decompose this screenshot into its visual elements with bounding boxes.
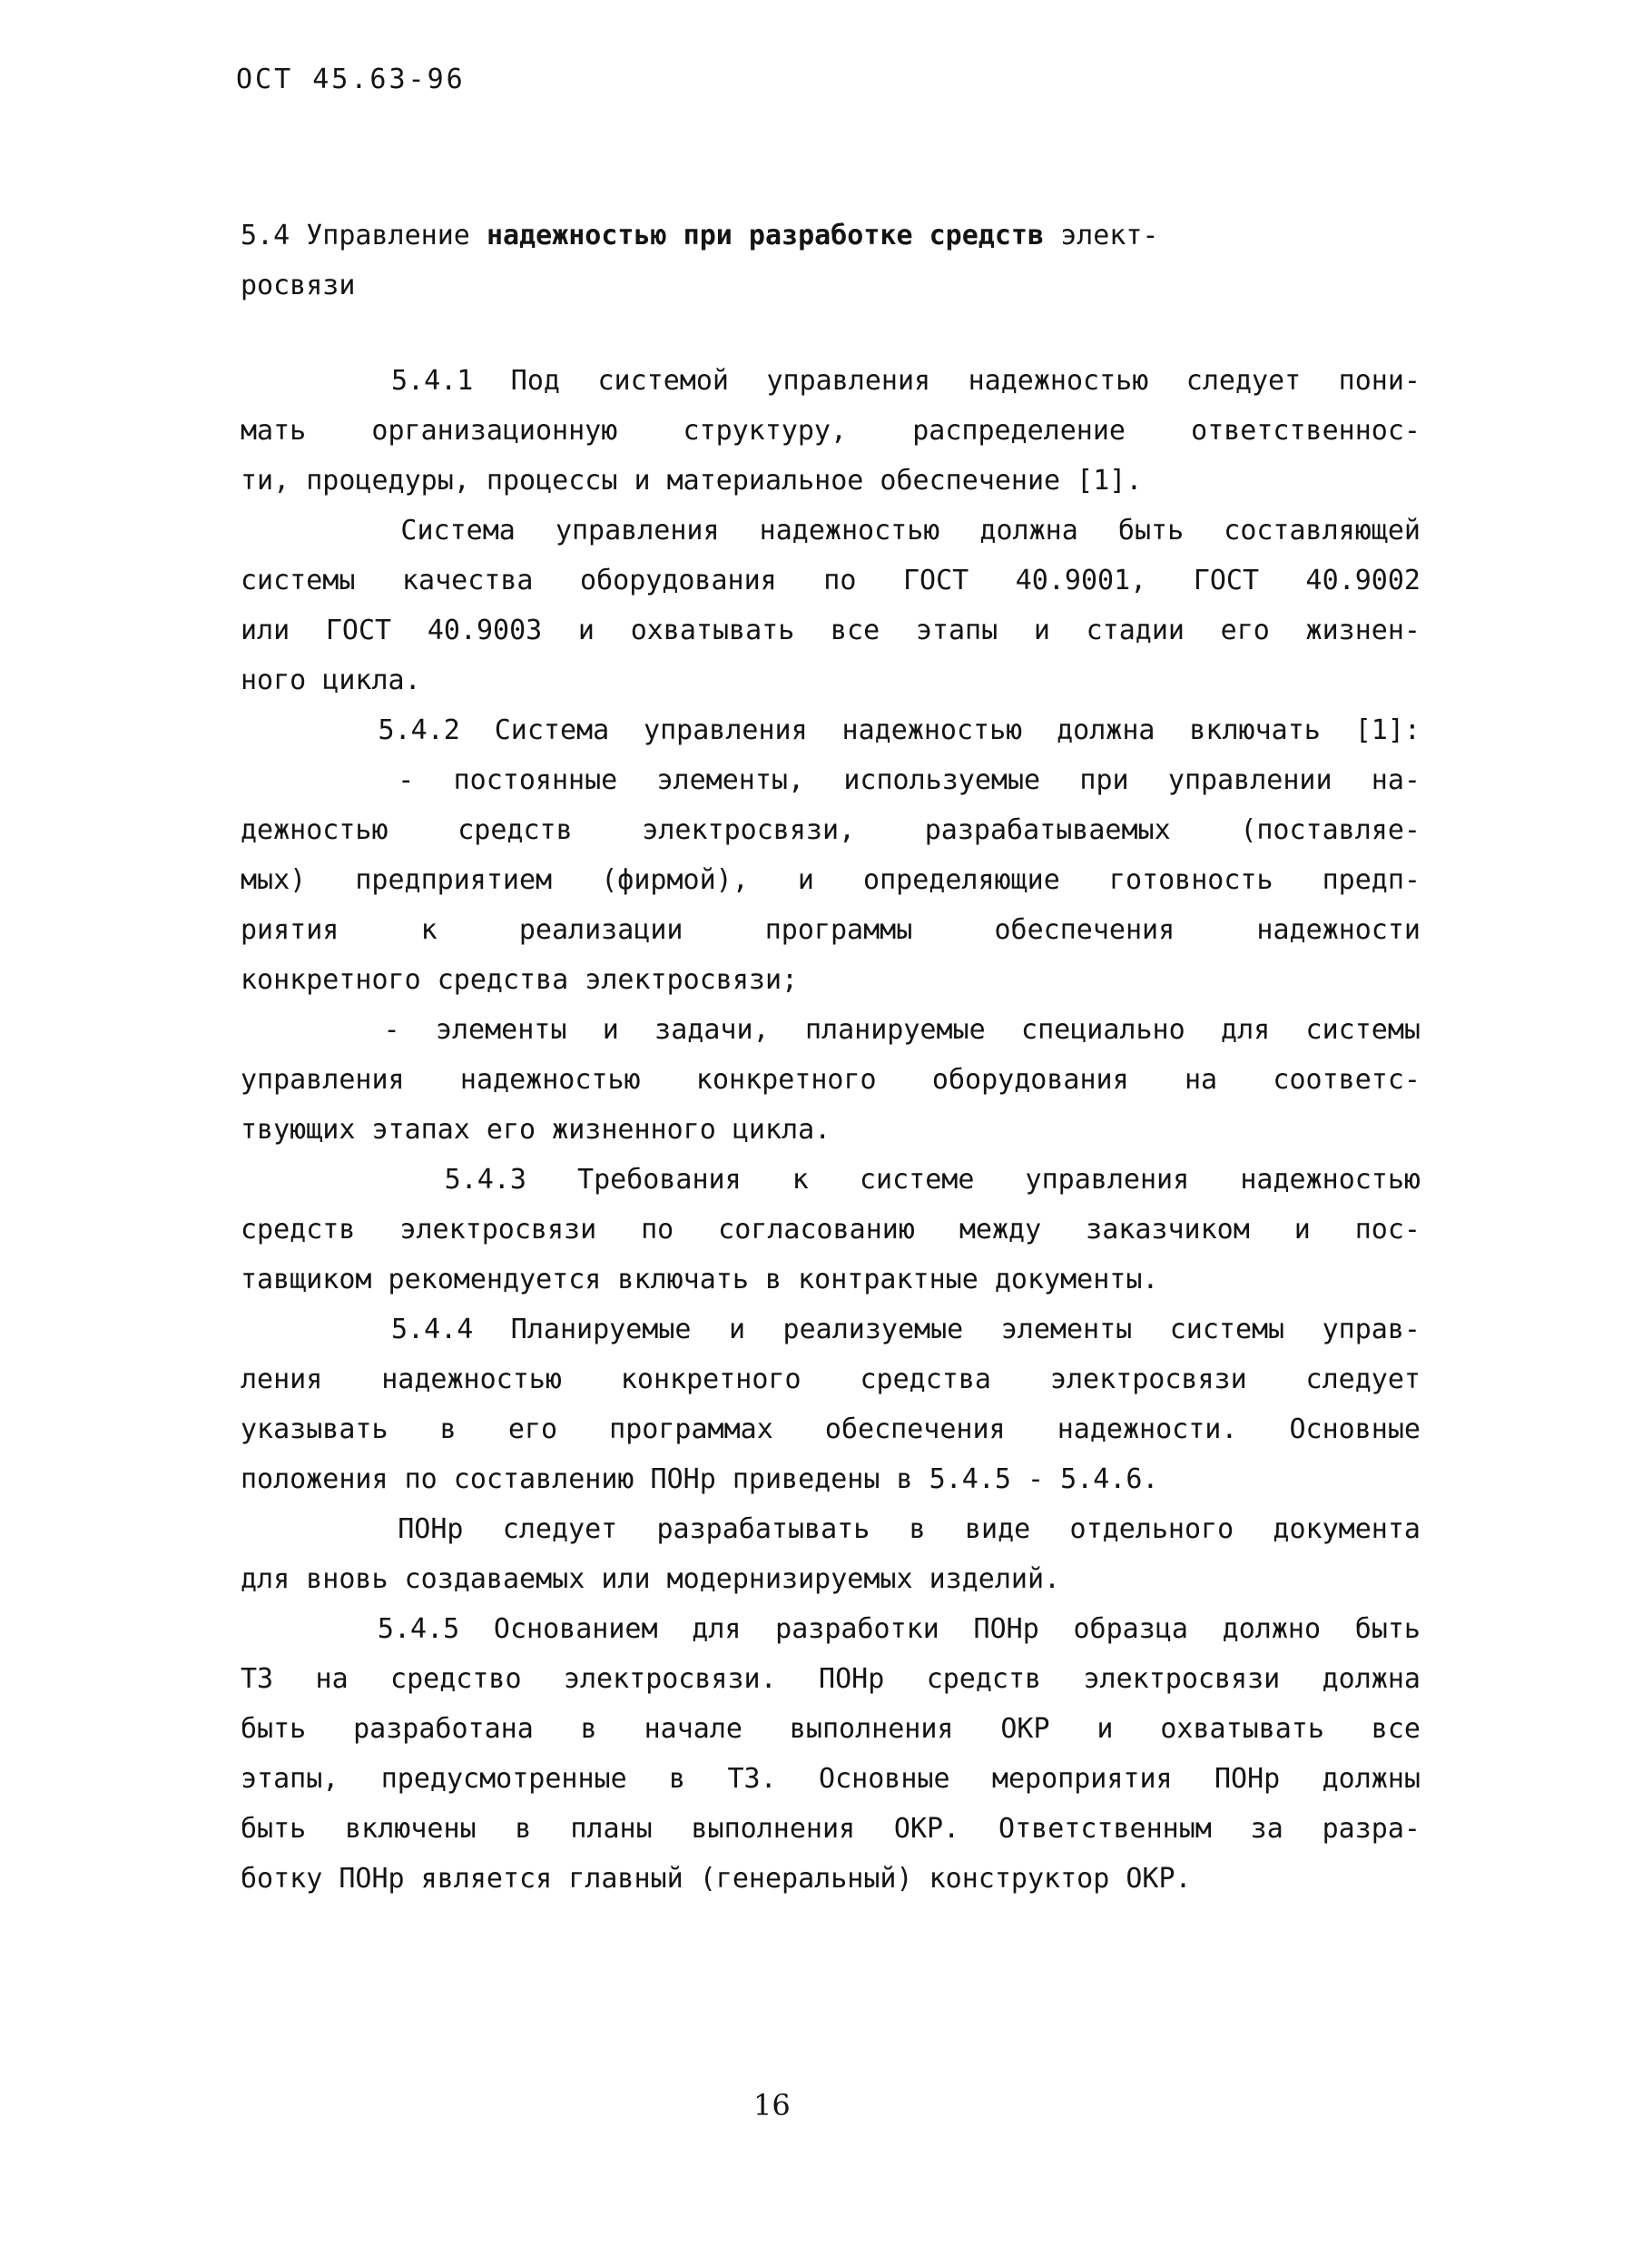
text-line: положения по составлению ПОНр приведены в 5.4.5 - 5.4.6. — [241, 1463, 1159, 1495]
section-heading-line-1 — [241, 211, 1439, 261]
text-line: быть разработана в начале выполнения ОКР и охватывать все — [241, 1713, 1421, 1745]
section-heading-line-2: росвязи — [241, 270, 356, 301]
text-line: 5.4.4 Планируемые и реализуемые элементы системы управ- — [241, 1314, 1421, 1345]
page-number: 16 — [753, 2088, 791, 2122]
text-line: 5.4.5 Основанием для разработки ПОНр образца должно быть — [241, 1613, 1421, 1645]
text-line: конкретного средства электросвязи; — [241, 964, 799, 996]
text-line: системы качества оборудования по ГОСТ 40.9001, ГОСТ 40.9002 — [241, 565, 1421, 596]
text-line: ного цикла. — [241, 665, 421, 696]
text-line: быть включены в планы выполнения ОКР. Ответственным за разра- — [241, 1813, 1421, 1845]
text-line: 5.4.3 Требования к системе управления надежностью — [241, 1164, 1421, 1196]
text-line: ПОНр следует разрабатывать в виде отдельного документа — [241, 1513, 1421, 1545]
text-line: ТЗ на средство электросвязи. ПОНр средств электросвязи должна — [241, 1663, 1421, 1695]
text-line: дежностью средств электросвязи, разрабатываемых (поставляе- — [241, 814, 1421, 846]
text-line: Система управления надежностью должна быть составляющей — [241, 515, 1421, 547]
text-line: управления надежностью конкретного оборудования на соответс- — [241, 1064, 1421, 1096]
section-heading-number: 5.4 Управление — [241, 220, 487, 251]
text-line: твующих этапах его жизненного цикла. — [241, 1114, 831, 1146]
text-line: тавщиком рекомендуется включать в контрактные документы. — [241, 1264, 1159, 1295]
text-line: риятия к реализации программы обеспечения надежности — [241, 914, 1421, 946]
text-line: этапы, предусмотренные в ТЗ. Основные мероприятия ПОНр должны — [241, 1763, 1421, 1795]
section-heading — [241, 211, 1439, 310]
section-heading-suffix: элект- — [1044, 220, 1159, 251]
text-line: для вновь создаваемых или модернизируемых изделий. — [241, 1563, 1061, 1595]
text-line: мать организационную структуру, распределение ответственнос- — [241, 415, 1421, 447]
document-code: ОСТ 45.63-96 — [236, 64, 466, 95]
text-line: - постоянные элементы, используемые при управлении на- — [241, 764, 1421, 796]
text-line: указывать в его программах обеспечения надежности. Основные — [241, 1413, 1421, 1445]
text-line: средств электросвязи по согласованию между заказчиком и пос- — [241, 1214, 1421, 1246]
text-line: или ГОСТ 40.9003 и охватывать все этапы и стадии его жизнен- — [241, 615, 1421, 646]
text-line: мых) предприятием (фирмой), и определяющие готовность предп- — [241, 864, 1421, 896]
text-line: - элементы и задачи, планируемые специально для системы — [241, 1014, 1421, 1046]
text-line: 5.4.2 Система управления надежностью должна включать [1]: — [241, 714, 1421, 746]
text-line: ти, процедуры, процессы и материальное обеспечение [1]. — [241, 465, 1143, 497]
text-line: ботку ПОНр является главный (генеральный) конструктор ОКР. — [241, 1863, 1192, 1895]
section-heading-bold: надежностью при разработке средств — [486, 220, 1045, 251]
text-line: 5.4.1 Под системой управления надежностью следует пони- — [241, 365, 1421, 397]
text-line: ления надежностью конкретного средства электросвязи следует — [241, 1364, 1421, 1395]
